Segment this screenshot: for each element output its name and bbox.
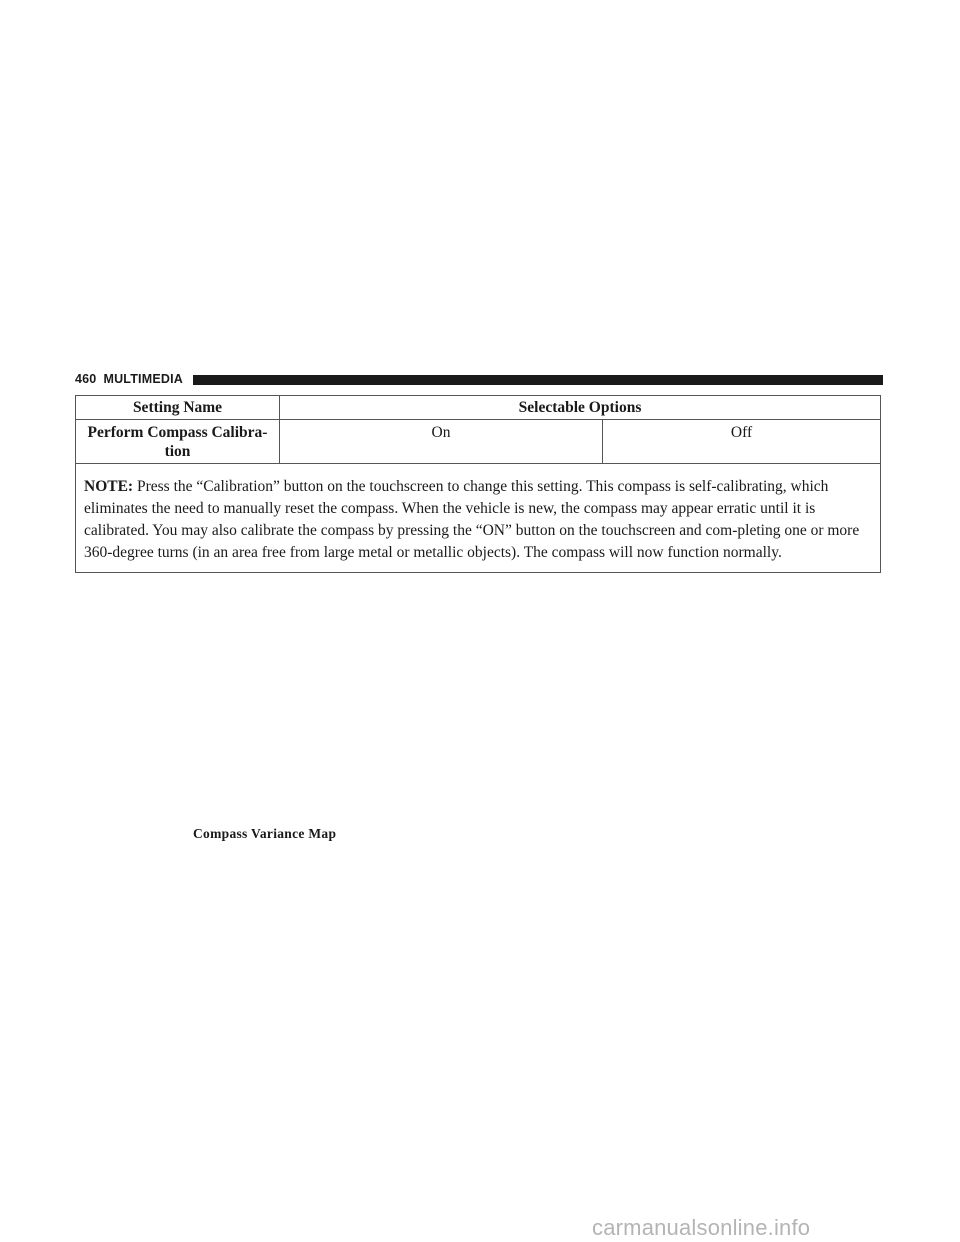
watermark-text: carmanualsonline.info [592,1215,811,1240]
setting-name-line-2: tion [164,443,191,460]
section-title: MULTIMEDIA [103,372,184,386]
note-label: NOTE: [84,478,134,495]
option-off-cell: Off [603,420,881,464]
setting-name-cell [76,420,280,464]
note-row [76,464,881,573]
column-header-setting-name: Setting Name [76,396,280,420]
page-number: 460 [75,372,97,386]
option-on-cell: On [280,420,603,464]
table-header-row [76,396,881,420]
settings-table [75,395,881,573]
note-cell [76,464,881,573]
figure-caption: Compass Variance Map [193,826,337,841]
note-text: Press the “Calibration” button on the touchscreen to change this setting. This compass is self-calibrating, which eliminates the need to manually reset the compass. When the vehicle is new, the compass may appear erratic until it is calibrated. You may also calibrate the compass by pressing the “ON” button on the touchscreen and com-pleting one or more 360-degree turns (in an area free from large metal or metallic objects). The compass will now function normally. [84,478,860,561]
setting-name-line-1: Perform Compass Calibra- [87,424,268,441]
page-header [75,371,883,387]
column-header-selectable-options: Selectable Options [280,396,881,420]
header-rule [193,375,883,385]
table-row [76,420,881,464]
